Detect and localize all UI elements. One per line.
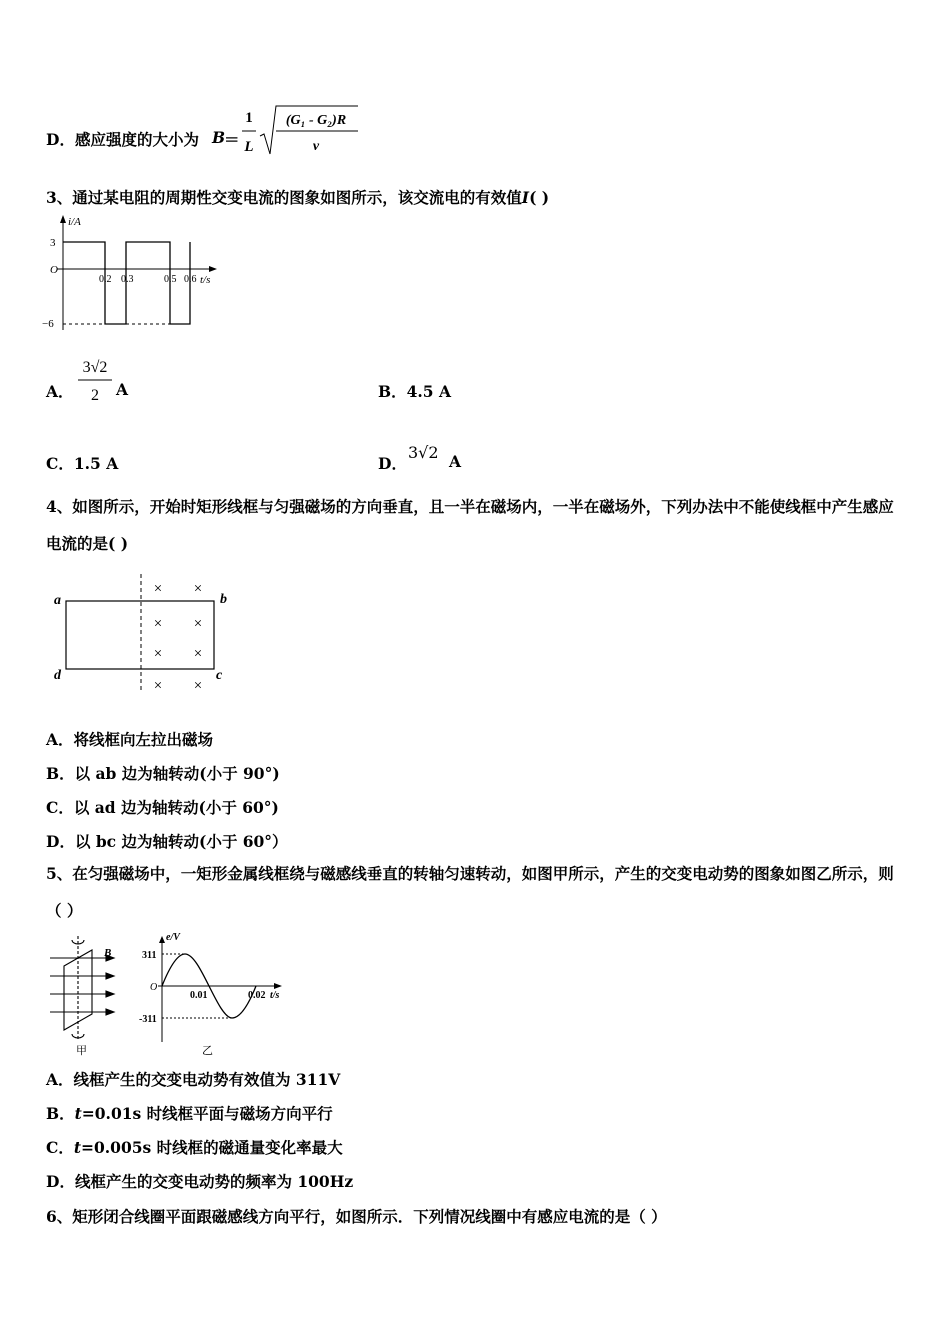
x-axis-label: t/s: [270, 990, 280, 1001]
svg-text:×: ×: [193, 616, 203, 632]
y-axis-label: i/A: [68, 216, 81, 228]
q5-option-b: B．t=0.01s 时线框平面与磁场方向平行: [46, 1104, 333, 1123]
q3-option-b: B．4.5 A: [378, 382, 451, 401]
x-tick-0.2: 0.2: [99, 274, 112, 285]
q3-option-c: C．1.5 A: [46, 454, 119, 473]
q3-option-a-label: A．: [46, 382, 74, 401]
corner-b: b: [220, 592, 227, 607]
svg-text:×: ×: [153, 678, 163, 694]
svg-text:×: ×: [153, 616, 163, 632]
svg-text:×: ×: [193, 581, 203, 597]
y-axis-label: e/V: [166, 932, 180, 943]
q5-option-c: C．t=0.005s 时线框的磁通量变化率最大: [46, 1138, 343, 1157]
field-label-b: B: [104, 947, 112, 959]
y-tick-neg311: -311: [139, 1014, 157, 1025]
svg-text:×: ×: [193, 678, 203, 694]
formula-rad-den: v: [312, 139, 320, 154]
formula-num: 1: [245, 110, 253, 126]
q5-stem: 5、在匀强磁场中，一矩形金属线框绕与磁感线垂直的转轴匀速转动，如图甲所示，产生的交变电动势的图象如图乙所示，则（ ）: [46, 864, 894, 920]
x-axis-label: t/s: [200, 274, 211, 286]
q4-option-b: B．以 ab 边为轴转动(小于 90°): [46, 764, 280, 783]
q3-stem-var: I: [521, 188, 530, 207]
svg-text:×: ×: [193, 646, 203, 662]
option-a-num: 3√2: [82, 359, 108, 376]
x-tick-0.6: 0.6: [184, 274, 197, 285]
formula-rad-num: (G₁ - G₂)R: [285, 113, 347, 128]
q3-stem-text: 3、通过某电阻的周期性交变电流的图象如图所示，该交流电的有效值: [46, 188, 522, 207]
y-tick-3: 3: [50, 237, 56, 249]
q3-option-d-unit: A: [449, 452, 462, 471]
q4-stem: 4、如图所示，开始时矩形线框与匀强磁场的方向垂直，且一半在磁场内，一半在磁场外，下列办法中不能使线框中产生感应电流的是( ): [46, 497, 894, 553]
q5-option-d: D．线框产生的交变电动势的频率为 100Hz: [46, 1172, 354, 1191]
corner-a: a: [54, 593, 61, 608]
q3-option-d-value: 3√2: [408, 443, 439, 462]
corner-d: d: [54, 668, 61, 683]
q3-current-graph: [40, 212, 225, 336]
q6-stem: 6、矩形闭合线圈平面跟磁感线方向平行，如图所示．下列情况线圈中有感应电流的是（ ）: [46, 1207, 667, 1226]
q4-option-c: C．以 ad 边为轴转动(小于 60°): [46, 798, 279, 817]
q4-option-a: A．将线框向左拉出磁场: [46, 730, 214, 749]
q5-figure: [46, 930, 286, 1056]
q5-option-a: A．线框产生的交变电动势有效值为 311V: [46, 1070, 341, 1089]
label-jia: 甲: [76, 1045, 87, 1056]
q2-option-d-var: B: [212, 128, 226, 147]
origin-label: O: [50, 264, 58, 276]
q2-option-d-eq: ＝: [224, 130, 240, 149]
svg-text:×: ×: [153, 646, 163, 662]
y-tick-311: 311: [142, 950, 157, 961]
option-a-den: 2: [91, 387, 99, 404]
q3-option-a-unit: A: [116, 380, 129, 399]
corner-c: c: [216, 668, 223, 683]
x-tick-0.5: 0.5: [164, 274, 177, 285]
q2-formula: [240, 104, 370, 160]
q2-option-d-label: D．感应强度的大小为: [46, 130, 199, 149]
x-tick-0.3: 0.3: [121, 274, 134, 285]
x-tick-0.01: 0.01: [190, 990, 208, 1001]
q3-option-d-label: D．: [378, 454, 407, 473]
q3-stem: [46, 186, 549, 208]
figure-yi: [139, 932, 282, 1056]
label-yi: 乙: [202, 1045, 213, 1056]
origin-label: O: [150, 982, 158, 993]
x-tick-0.02: 0.02: [248, 990, 266, 1001]
y-tick-neg6: −6: [42, 318, 54, 330]
svg-text:×: ×: [153, 581, 163, 597]
q3-option-a-value: [74, 352, 118, 404]
q4-option-d: D．以 bc 边为轴转动(小于 60°）: [46, 832, 288, 851]
formula-den: L: [244, 139, 254, 155]
q4-rectangle-figure: [48, 572, 238, 694]
q3-stem-end: ( ): [529, 188, 550, 207]
